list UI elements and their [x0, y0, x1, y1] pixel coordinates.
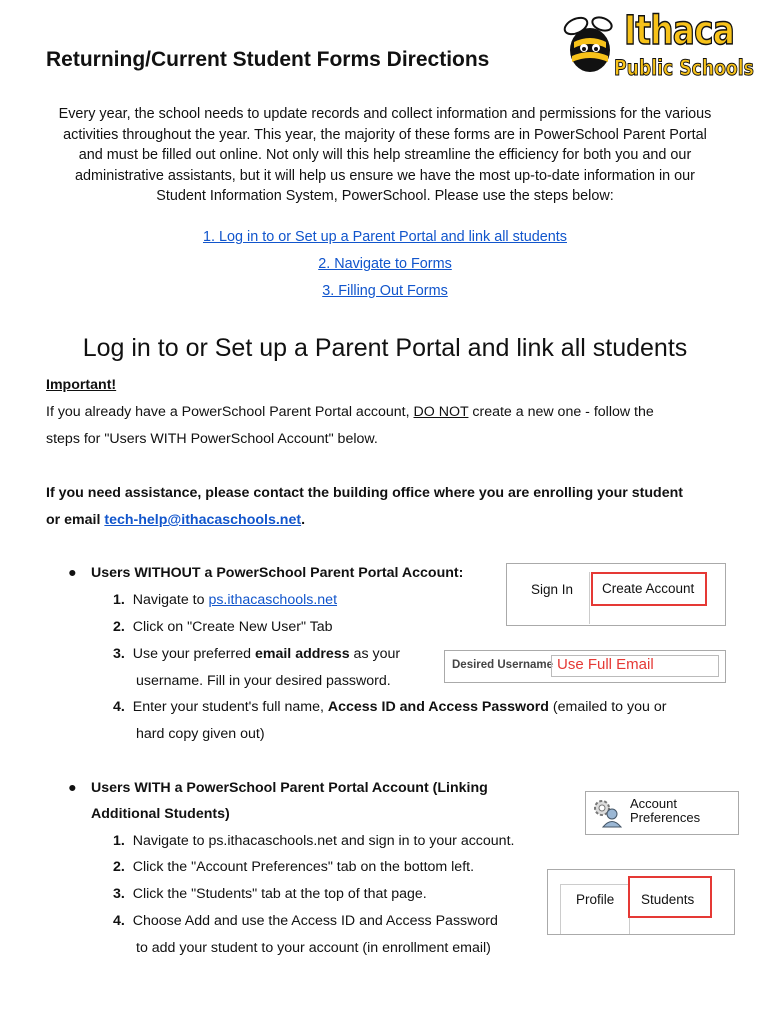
- important-line-1: If you already have a PowerSchool Parent Portal account, DO NOT create a new one - follow the: [46, 404, 654, 420]
- with-step-1: 1. Navigate to ps.ithacaschools.net and sign in to your account.: [113, 833, 515, 849]
- with-step-4-cont: to add your student to your account (in enrollment email): [136, 940, 491, 956]
- tech-help-email-link[interactable]: tech-help@ithacaschools.net: [104, 512, 302, 528]
- students-tab: Students: [641, 892, 695, 907]
- important-label: Important!: [46, 377, 117, 393]
- toc-link-navigate-forms[interactable]: 2. Navigate to Forms: [318, 256, 452, 272]
- bullet-dot-icon: ●: [68, 565, 77, 581]
- without-step-4: 4. Enter your student's full name, Access ID and Access Password (emailed to you or: [113, 699, 667, 715]
- without-step-3: 3. Use your preferred email address as your: [113, 646, 401, 662]
- account-preferences-label: Account Preferences: [630, 796, 701, 825]
- logo-text-ithaca: Ithaca: [624, 8, 735, 54]
- without-step-2: 2. Click on "Create New User" Tab: [113, 619, 333, 635]
- desired-username-screenshot: [444, 650, 726, 683]
- with-step-2: 2. Click the "Account Preferences" tab on the bottom left.: [113, 859, 475, 875]
- logo-text-public-schools: Public Schools: [614, 56, 754, 80]
- toc-item-2: [0, 256, 770, 272]
- with-heading-line-2: Additional Students): [91, 806, 230, 822]
- without-step-1: 1. Navigate to ps.ithacaschools.net: [113, 592, 338, 608]
- profile-tab: Profile: [576, 892, 615, 907]
- create-account-tab: Create Account: [602, 581, 695, 596]
- page-title: Returning/Current Student Forms Directions: [46, 48, 490, 71]
- ps-ithacaschools-link[interactable]: ps.ithacaschools.net: [208, 592, 338, 608]
- toc-item-1: [0, 229, 770, 245]
- important-line-2: steps for "Users WITH PowerSchool Account" below.: [46, 431, 378, 447]
- use-full-email-text: Use Full Email: [557, 656, 654, 673]
- without-step-3-cont: username. Fill in your desired password.: [136, 673, 391, 689]
- section-heading: Log in to or Set up a Parent Portal and link all students: [82, 334, 688, 362]
- with-step-3: 3. Click the "Students" tab at the top of that page.: [113, 886, 427, 902]
- toc-link-login[interactable]: 1. Log in to or Set up a Parent Portal and link all students: [203, 229, 567, 245]
- without-step-4-cont: hard copy given out): [136, 726, 265, 742]
- desired-username-label: Desired Username: [452, 659, 553, 671]
- signin-tab: Sign In: [531, 582, 574, 597]
- toc-item-3: [0, 283, 770, 299]
- with-heading-line-1: Users WITH a PowerSchool Parent Portal Account (Linking: [91, 780, 488, 796]
- ithaca-public-schools-logo: [562, 8, 754, 86]
- do-not-text: DO NOT: [413, 404, 469, 420]
- account-preferences-screenshot: [585, 791, 739, 835]
- assistance-line-1: If you need assistance, please contact the building office where you are enrolling your student: [46, 485, 683, 501]
- without-heading: Users WITHOUT a PowerSchool Parent Portal Account:: [91, 565, 464, 581]
- account-preferences-icon: [592, 798, 622, 828]
- with-step-4: 4. Choose Add and use the Access ID and Access Password: [113, 913, 498, 929]
- assistance-line-2: or email tech-help@ithacaschools.net.: [46, 512, 306, 528]
- bullet-dot-icon: ●: [68, 780, 77, 796]
- toc-link-filling-forms[interactable]: 3. Filling Out Forms: [322, 283, 448, 299]
- bee-mascot-icon: [562, 15, 613, 72]
- intro-paragraph: Every year, the school needs to update records and collect information and permissions for the various activities throughout the year. This year, the majority of these forms are in PowerSchool Parent Portal and must be filled out online. Not only will this help streamline the efficiency for both you and our administrative assistants, but it will help us ensure we have the most up-to-date information in our Student Information System, PowerSchool. Please use the steps below:: [58, 106, 712, 204]
- profile-students-screenshot: [547, 869, 735, 935]
- signin-tabs-screenshot: [506, 563, 726, 626]
